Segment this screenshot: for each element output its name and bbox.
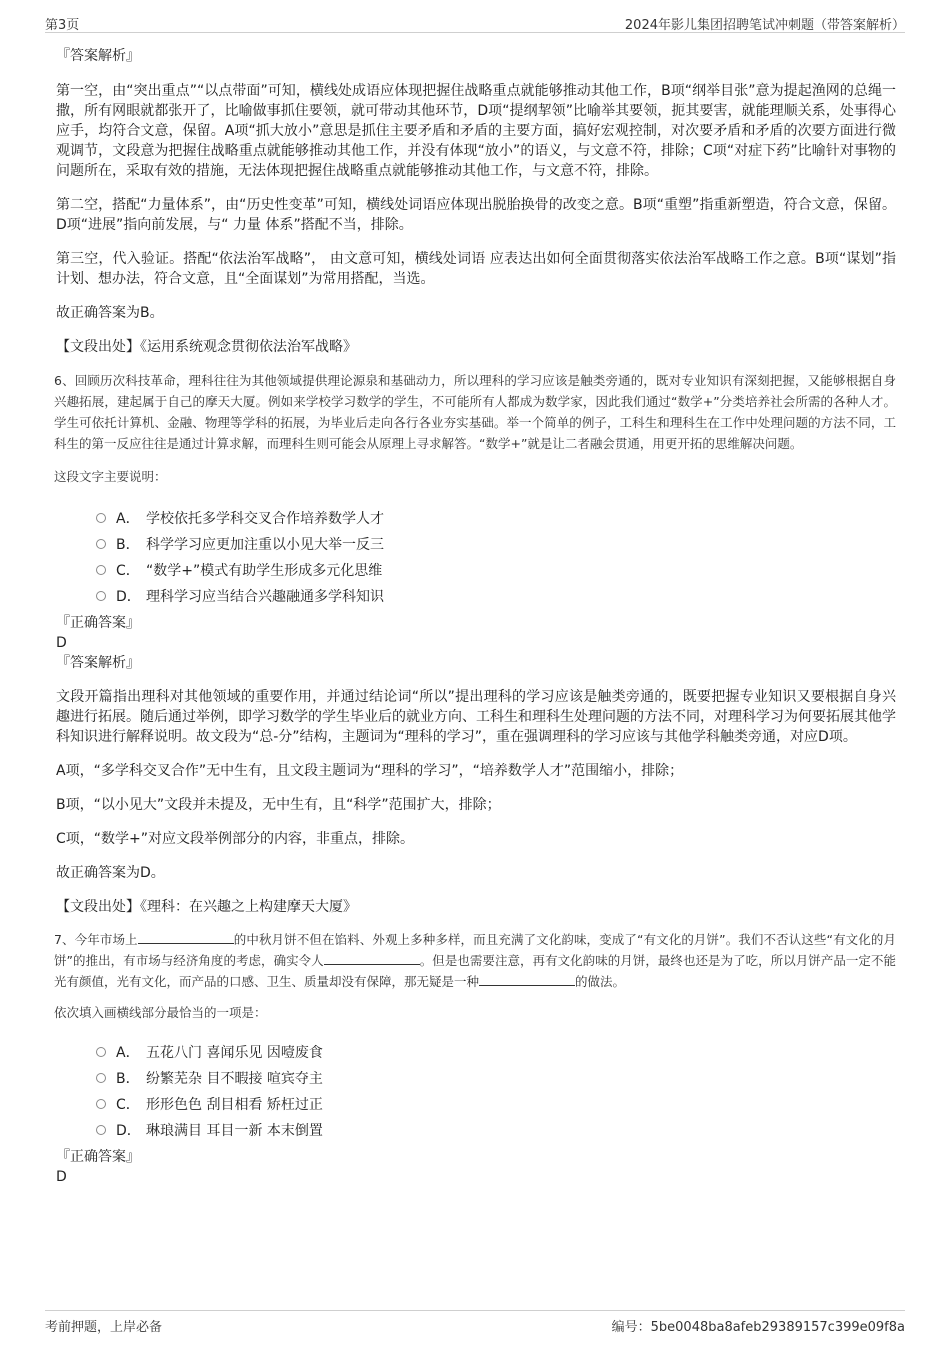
radio-icon[interactable] [96,1073,106,1083]
question-7-prompt: 依次填入画横线部分最恰当的一项是： [54,1005,267,1020]
correct-answer-label: 『正确答案』 [56,615,140,631]
correct-answer: D [56,635,67,651]
document-title: 2024年影儿集团招聘笔试冲刺题（带答案解析） [624,18,905,33]
document-serial: 编号：5be0048ba8afeb29389157c399e09f8a [611,1320,905,1335]
analysis-paragraph-2: 第二空，搭配“力量体系”，由“历史性变革”可知，横线处词语应体现出脱胎换骨的改变之意。B项“重塑”指重新塑造，符合文意，保留。D项“进展”指向前发展，与“ 力量 体系”搭配不当，排除。 [56,197,896,233]
radio-icon[interactable] [96,1125,106,1135]
question-6-stem: 6、回顾历次科技革命，理科往往为其他领域提供理论源泉和基础动力，所以理科的学习应该是触类旁通的，既对专业知识有深刻把握，又能够根据自身兴趣拓展，建起属于自己的摩天大厦。例如来学校学习数学的学生，不可能所有人都成为数学家，因此我们通过“数学+”分类培养社会所需的各种人才。学生可依托计算机、金融、物理等学科的拓展，为毕业后走向各行各业夯实基础。举一个简单的例子，工科生和理科生在工作中处理问题的方法不同，工科生的第一反应往往是通过计算求解，而理科生则可能会从原理上寻求解答。“数学+”就是让二者融会贯通，用更开拓的思维解决问题。 [54,373,896,451]
radio-icon[interactable] [96,513,106,523]
analysis-label: 『答案解析』 [56,48,140,64]
option-a[interactable]: A． 五花八门 喜闻乐见 因噎废食 [96,1039,896,1065]
answer-conclusion: 故正确答案为D。 [56,865,165,881]
option-d[interactable]: D． 理科学习应当结合兴趣融通多学科知识 [96,583,896,609]
page-number: 第3页 [45,18,80,33]
question-6-options [96,505,896,609]
analysis-option-a: A项，“多学科交叉合作”无中生有，且文段主题词为“理科的学习”，“培养数学人才”范围缩小，排除； [56,763,684,779]
passage-source: 【文段出处】《运用系统观念贯彻依法治军战略》 [56,339,357,355]
analysis-paragraph-3: 第三空，代入验证。搭配“依法治军战略”， 由文意可知，横线处词语 应表达出如何全面贯彻落实依法治军战略工作之意。B项“谋划”指计划、想办法，符合文意，且“全面谋划”为常用搭配，当选。 [56,251,896,287]
page-content [56,44,896,1187]
passage-source: 【文段出处】《理科：在兴趣之上构建摩天大厦》 [56,899,357,915]
correct-answer-label: 『正确答案』 [56,1149,140,1165]
analysis-paragraph-1: 文段开篇指出理科对其他领域的重要作用，并通过结论词“所以”提出理科的学习应该是触类旁通的，既要把握专业知识又要根据自身兴趣进行拓展。随后通过举例，即学习数学的学生毕业后的就业方向、工科生和理科生处理问题的方法不同，对理科学习为何要拓展其他学科知识进行解释说明。故文段为“总-分”结构，主题词为“理科的学习”，重在强调理科的学习应该与其他学科触类旁通，对应D项。 [56,689,896,745]
question-7-stem: 7、今年市场上 的中秋月饼不但在馅料、外观上多种多样，而且充满了文化韵味，变成了“有文化的月饼”。我们不否认这些“有文化的月饼”的推出，有市场与经济角度的考虑，确实令人 。但是也需要注意，再有文化韵味的月饼，最终也还是为了吃，所以月饼产品一定不能光有颜值，光有文化，而产品的口感、卫生、质量却没有保障，那无疑是一种 的做法。 [54,932,896,989]
option-d[interactable]: D． 琳琅满目 耳目一新 本末倒置 [96,1117,896,1143]
blank-1 [138,931,234,944]
blank-2 [324,952,420,965]
analysis-option-c: C项，“数学+”对应文段举例部分的内容，非重点，排除。 [56,831,415,847]
radio-icon[interactable] [96,539,106,549]
page-footer [45,1310,905,1335]
question-7-options [96,1039,896,1143]
page-header [45,12,905,33]
option-c[interactable]: C． 形形色色 刮目相看 矫枉过正 [96,1091,896,1117]
analysis-label: 『答案解析』 [56,655,140,671]
option-c[interactable]: C． “数学+”模式有助学生形成多元化思维 [96,557,896,583]
analysis-option-b: B项，“以小见大”文段并未提及，无中生有，且“科学”范围扩大，排除； [56,797,501,813]
question-6-prompt: 这段文字主要说明： [54,469,167,484]
correct-answer: D [56,1169,67,1185]
blank-3 [479,973,575,986]
analysis-paragraph-1: 第一空，由“突出重点”“以点带面”可知，横线处成语应体现把握住战略重点就能够推动其他工作，B项“纲举目张”意为提起渔网的总绳一撒，所有网眼就都张开了，比喻做事抓住要领，就可带动其他环节，D项“提纲挈领”比喻举其要领，扼其要害，就能理顺关系，处事得心应手，均符合文意，保留。A项“抓大放小”意思是抓住主要矛盾和矛盾的主要方面，搞好宏观控制，对次要矛盾和矛盾的次要方面进行微观调节，文段意为把握住战略重点就能够推动其他工作，并没有体现“放小”的语义，与文意不符，排除；C项“对症下药”比喻针对事物的问题所在，采取有效的措施，无法体现把握住战略重点就能够推动其他工作，与文意不符，排除。 [56,83,896,179]
radio-icon[interactable] [96,1099,106,1109]
option-b[interactable]: B． 纷繁芜杂 目不暇接 喧宾夺主 [96,1065,896,1091]
radio-icon[interactable] [96,591,106,601]
option-b[interactable]: B． 科学学习应更加注重以小见大举一反三 [96,531,896,557]
answer-conclusion: 故正确答案为B。 [56,305,164,321]
footer-slogan: 考前押题，上岸必备 [45,1320,163,1335]
radio-icon[interactable] [96,1047,106,1057]
option-a[interactable]: A． 学校依托多学科交叉合作培养数学人才 [96,505,896,531]
radio-icon[interactable] [96,565,106,575]
